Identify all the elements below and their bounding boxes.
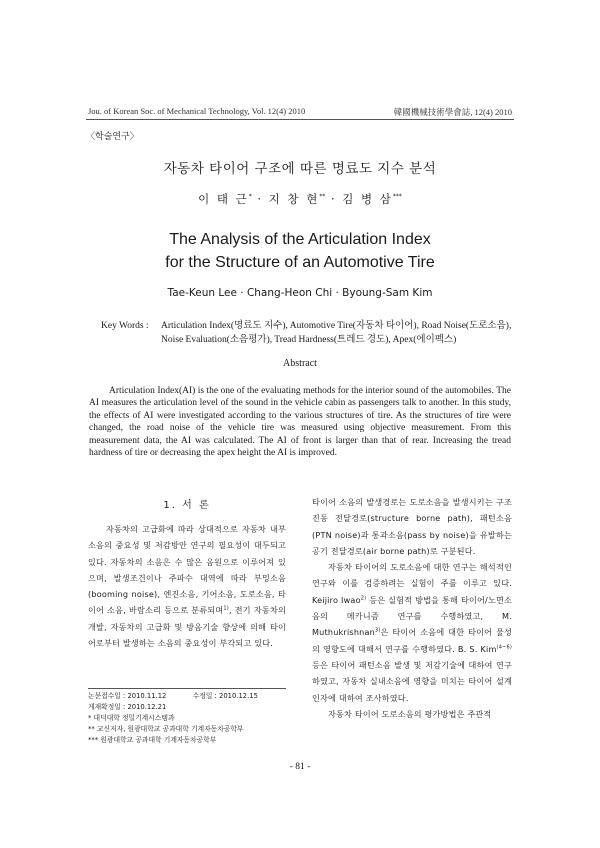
section-heading-introduction: 1. 서 론 <box>163 500 211 511</box>
intro-paragraph-1b: , 전기 자동차의 개발, 자동차의 고급화 및 방음기술 향상에 의해 타이어로부터 발생하는 소음의 중요성이 부각되고 있다. <box>88 605 286 649</box>
footnote-rule <box>88 688 286 689</box>
authors-korean <box>0 191 600 207</box>
author-separator: · <box>251 192 269 206</box>
abstract-body: Articulation Index(AI) is the one of the evaluating methods for the interior sound of the automobiles. The AI measures the articulation level of the sound in the vehicle cabin as passengers talk to another. In this study, the effects of AI were investigated according to the various structures of tire. As the structures of tire were changed, the road noise of the vehicle tire was measured using objective measurement. From this measurement data, the AI was calculated. The AI of front is larger than that of rear. Increasing the tread hardness of tire or decreasing the apex height the AI is improved. <box>89 386 511 459</box>
reference-marker: 3) <box>374 627 381 634</box>
abstract-heading: Abstract <box>283 358 317 369</box>
authors-english: Tae-Keun Lee · Chang-Heon Chi · Byoung-Sam Kim <box>167 287 433 299</box>
intro-paragraph-3 <box>312 559 512 706</box>
author-1-mark: * <box>248 193 252 201</box>
author-1: 이 태 근 <box>198 192 249 206</box>
article-category: 〈학술연구〉 <box>86 132 139 142</box>
keywords-line-2: Noise Evaluation(소음평가), Tread Hardness(트레드 경도), Apex(에이펙스) <box>161 335 457 345</box>
footnote-affiliation-1: * 대덕대학 정밀기계시스템과 <box>88 714 175 722</box>
footnote-affiliation-2: ** 교신저자, 원광대학교 공과대학 기계자동차공학부 <box>88 725 244 733</box>
intro-paragraph-1a: 자동차의 고급화에 따라 상대적으로 자동차 내부소음의 중요성 및 저감방안 연구의 필요성이 대두되고 있다. 자동차의 소음은 수 많은 음원으로 이루어져 있으며, 발생조건이나 주파수 대역에 따라 부밍소음(booming noise), 엔진소음, 기어소음, 도로소음, 타이어 소음, 바람소리 등으로 분류되며 <box>88 524 286 616</box>
author-2-mark: ** <box>319 193 326 201</box>
running-header-journal-korean: 韓國機械技術學會誌, 12(4) 2010 <box>393 107 512 117</box>
revised-date: 수정일 : 2010.12.15 <box>192 692 258 700</box>
header-rule <box>86 119 514 120</box>
intro-paragraph-2: 타이어 소음의 발생경로는 도로소음을 발생시키는 구조진동 전달경로(structure borne path), 패턴소음(PTN noise)과 통과소음(pass by noise)을 유발하는 공기 전달경로(air borne path)로 구분된다. <box>312 497 512 556</box>
title-english-line-2: for the Structure of an Automotive Tire <box>165 254 435 271</box>
keywords-line-1: Articulation Index(명료도 지수), Automotive Tire(자동차 타이어), Road Noise(도로소음), <box>161 321 512 331</box>
reference-marker: 2) <box>360 595 367 602</box>
intro-paragraph-3c: 은 타이어 소음에 대한 타이어 물성의 영향도에 대해서 연구를 수행하였다. B. S. Kim <box>312 627 512 654</box>
keywords <box>101 319 513 347</box>
intro-paragraph-3b: 등은 실험적 방법을 통해 타이어/노면소음의 메카니즘 연구를 수행하였고, M. Muthukrishnan <box>312 594 512 638</box>
footnote-dates <box>88 692 288 702</box>
intro-paragraph-4: 자동차 타이어 도로소음의 평가방법은 주관적 <box>328 708 492 719</box>
title-english <box>0 228 600 274</box>
title-korean: 자동차 타이어 구조에 따른 명료도 지수 분석 <box>163 161 437 177</box>
reference-marker: 1) <box>223 605 229 612</box>
author-3: 김 병 삼 <box>342 192 393 206</box>
reference-marker: (4~6) <box>496 643 512 650</box>
received-date: 논문접수일 : 2010.11.12 <box>88 692 167 700</box>
body-left-column <box>88 521 286 651</box>
accepted-date: 게재확정일 : 2010.12.21 <box>88 703 167 711</box>
title-english-line-1: The Analysis of the Articulation Index <box>169 231 431 248</box>
author-2: 지 창 현 <box>268 192 320 206</box>
keywords-label: Key Words : <box>101 321 149 331</box>
author-3-mark: *** <box>392 193 402 201</box>
footnote-affiliation-3: *** 원광대학교 공과대학 기계자동차공학부 <box>88 736 217 744</box>
running-header-journal: Jou. of Korean Soc. of Mechanical Technology, Vol. 12(4) 2010 <box>88 106 306 116</box>
intro-paragraph-3a: 자동차 타이어의 도로소음에 대한 연구는 해석적인 연구와 이를 검증하려는 실험이 주를 이루고 있다. Keijiro Iwao <box>312 562 512 605</box>
body-right-column <box>312 494 512 722</box>
intro-paragraph-3d: 등은 타이어 패턴소음 발생 및 저감기술에 대하여 연구하였고, 자동차 실내소음에 영향을 미치는 타이어 설계 인자에 대하여 조사하였다. <box>312 659 512 703</box>
page-number: - 81 - <box>289 762 311 772</box>
author-separator: · <box>325 192 343 206</box>
